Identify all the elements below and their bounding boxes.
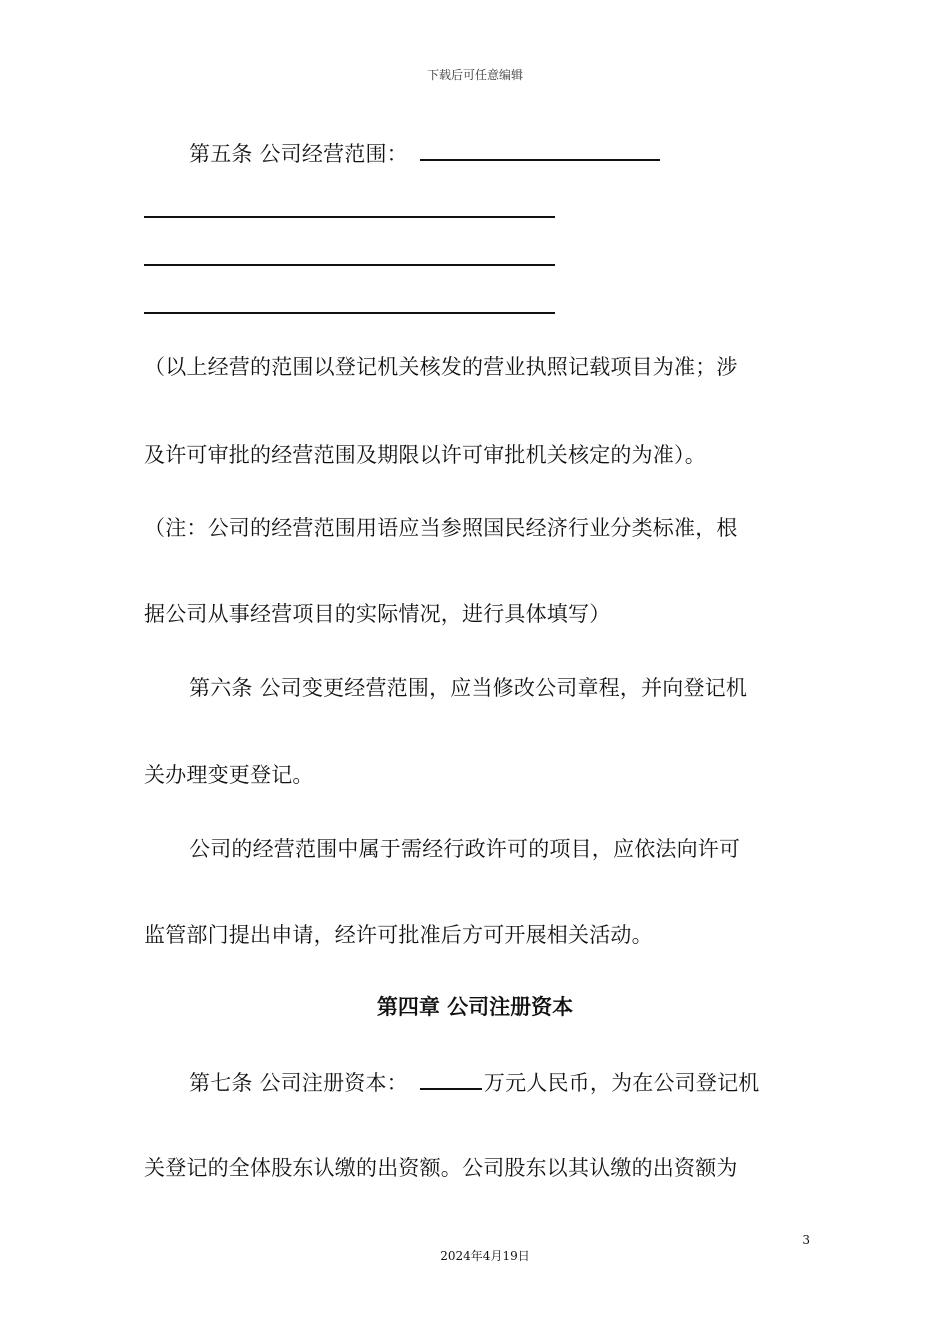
- article-6-line-1: 第六条 公司变更经营范围，应当修改公司章程，并向登记机: [189, 676, 748, 700]
- fill-note-line-2: 据公司从事经营项目的实际情况，进行具体填写）: [144, 602, 611, 626]
- scope-note-line-2: 及许可审批的经营范围及期限以许可审批机关核定的为准）。: [144, 443, 706, 467]
- article-7-after-blank: 万元人民币，为在公司登记机: [483, 1071, 760, 1095]
- permit-paragraph-line-2: 监管部门提出申请，经许可批准后方可开展相关活动。: [144, 923, 653, 947]
- page-header: 下载后可任意编辑: [426, 68, 523, 82]
- chapter-4-heading: 第四章 公司注册资本: [376, 995, 574, 1019]
- fill-note-line-1: （注：公司的经营范围用语应当参照国民经济行业分类标准，根: [144, 516, 738, 540]
- business-scope-blank: [420, 137, 660, 161]
- business-scope-rule-3: [144, 312, 555, 314]
- registered-capital-blank: [420, 1066, 482, 1090]
- article-5-label: 第五条 公司经营范围：: [189, 142, 408, 166]
- page-footer-date: 2024年4月19日: [440, 1249, 530, 1263]
- permit-paragraph-line-1: 公司的经营范围中属于需经行政许可的项目，应依法向许可: [189, 837, 741, 861]
- article-7-line-2: 关登记的全体股东认缴的出资额。公司股东以其认缴的出资额为: [144, 1156, 738, 1180]
- business-scope-rule-1: [144, 216, 555, 218]
- article-7-line-1: [189, 1066, 809, 1098]
- article-7-label: 第七条 公司注册资本：: [189, 1071, 408, 1095]
- business-scope-rule-2: [144, 264, 555, 266]
- article-5-line: [189, 137, 809, 169]
- article-6-line-2: 关办理变更登记。: [144, 763, 314, 787]
- page-number: 3: [802, 1233, 810, 1247]
- scope-note-line-1: （以上经营的范围以登记机关核发的营业执照记载项目为准；涉: [144, 355, 738, 379]
